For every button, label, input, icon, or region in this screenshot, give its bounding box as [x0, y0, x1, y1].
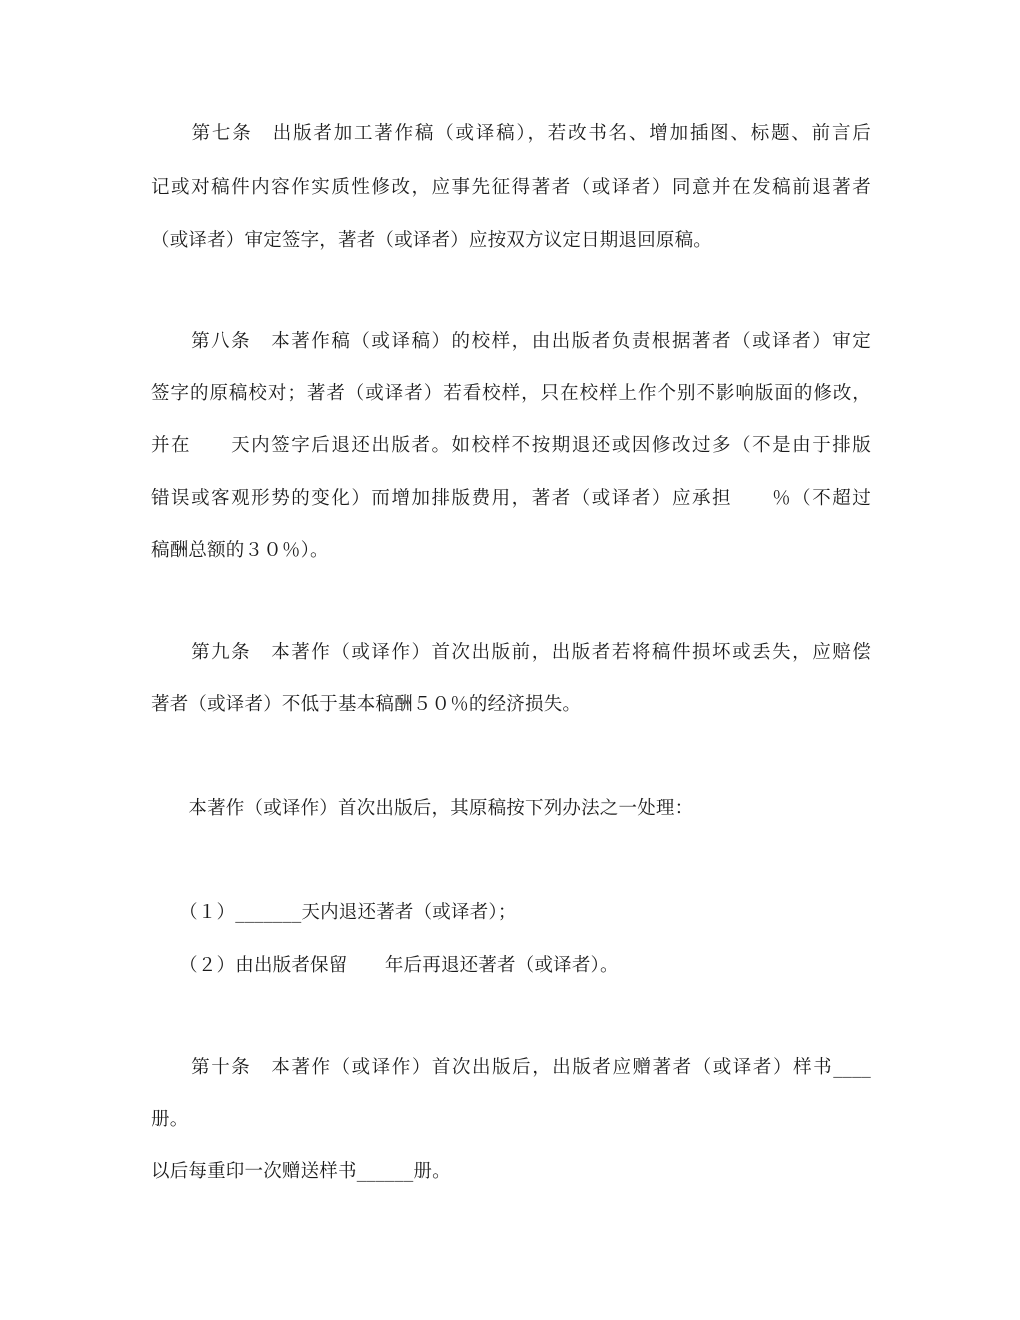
article-9-line-1: 第九条 本著作（或译作）首次出版前，出版者若将稿件损坏或丢失，应赔偿 [151, 642, 871, 663]
option-1: （１）_______天内退还著者（或译者）； [151, 902, 517, 923]
article-7-line-1: 第七条 出版者加工著作稿（或译稿），若改书名、增加插图、标题、前言后 [151, 123, 871, 144]
article-8-line-4: 错误或客观形势的变化）而增加排版费用，著者（或译者）应承担 ％（不超过 [151, 488, 871, 509]
article-8-line-3: 并在 天内签字后退还出版者。如校样不按期退还或因修改过多（不是由于排版 [151, 435, 871, 456]
article-9-line-2: 著者（或译者）不低于基本稿酬５０％的经济损失。 [151, 694, 582, 715]
article-10-line-2: 册。 [151, 1109, 189, 1130]
reprint-copies-line: 以后每重印一次赠送样书______册。 [151, 1161, 451, 1182]
article-7-line-2: 记或对稿件内容作实质性修改，应事先征得著者（或译者）同意并在发稿前退著者 [151, 177, 871, 198]
article-10-line-1: 第十条 本著作（或译作）首次出版后，出版者应赠著者（或译者）样书____ [151, 1057, 871, 1078]
article-8-line-5: 稿酬总额的３０％）。 [151, 540, 329, 561]
option-2: （２）由出版者保留 年后再退还著者（或译者）。 [151, 955, 619, 976]
article-8-line-1: 第八条 本著作稿（或译稿）的校样，由出版者负责根据著者（或译者）审定 [151, 331, 871, 352]
manuscript-handling-intro: 本著作（或译作）首次出版后，其原稿按下列办法之一处理： [151, 798, 694, 819]
article-8-line-2: 签字的原稿校对；著者（或译者）若看校样，只在校样上作个别不影响版面的修改， [151, 383, 871, 404]
article-7-line-3: （或译者）审定签字，著者（或译者）应按双方议定日期退回原稿。 [151, 230, 713, 251]
